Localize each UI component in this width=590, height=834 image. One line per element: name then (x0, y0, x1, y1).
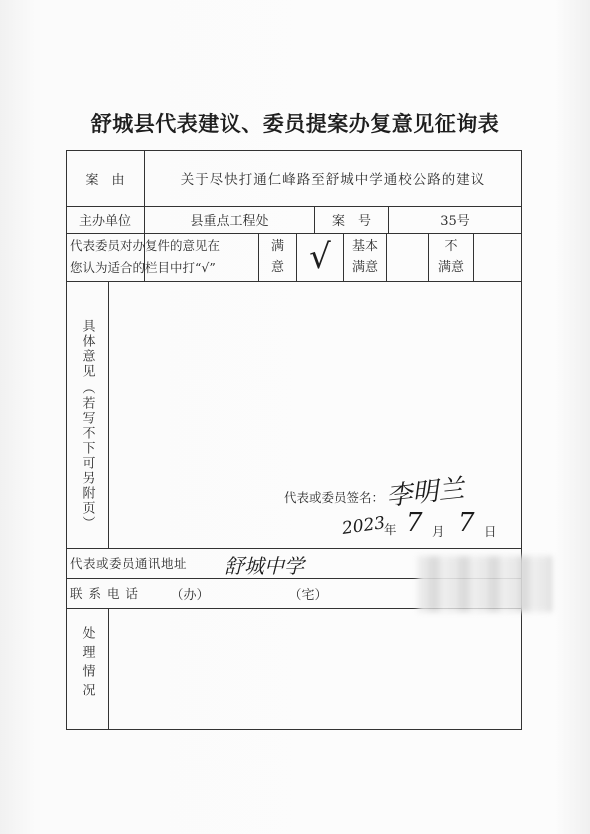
handwritten-signature: 李明兰 (384, 473, 466, 512)
basic-satisfied-line2: 满意 (351, 260, 378, 275)
opinion-instruction (70, 233, 258, 281)
not-satisfied-label (429, 233, 473, 281)
opinion-instruction-line2: 您认为适合的栏目中打“√” (70, 260, 216, 275)
specific-opinion-label (66, 281, 108, 548)
date-day-handwritten: 7 (458, 508, 475, 538)
not-satisfied-line2: 满意 (437, 260, 464, 275)
case-number-value: 35号 (440, 214, 470, 229)
handling-label: 处理情况 (79, 626, 95, 702)
date-month-handwritten: 7 (406, 508, 423, 538)
specific-opinion-title: 具体意见 (79, 319, 95, 379)
not-satisfied-box[interactable] (474, 233, 521, 281)
host-unit-label: 主办单位 (78, 214, 131, 229)
signature-label: 代表或委员签名： (284, 490, 385, 505)
satisfied-label-line2: 意 (270, 260, 284, 275)
phone-home-label[interactable]: （宅） (288, 587, 328, 603)
date-day-unit: 日 (484, 524, 497, 539)
address-handwritten[interactable]: 舒城中学 (224, 554, 304, 578)
specific-opinion-note: （若写不下可另附页） (79, 381, 95, 531)
border-bottom (66, 729, 522, 730)
basic-satisfied-box[interactable] (387, 233, 428, 281)
satisfied-label (259, 233, 296, 281)
case-number-label: 案 号 (331, 214, 371, 229)
handling-label-cell (66, 608, 108, 730)
opinion-instruction-line1: 代表委员对办复件的意见在 (70, 238, 221, 253)
handling-area[interactable] (109, 609, 521, 729)
phone-office-label[interactable]: （办） (170, 587, 210, 603)
date-month-unit: 月 (432, 524, 445, 539)
case-label: 案 由 (85, 172, 125, 188)
date-year-handwritten: 2023 (340, 513, 387, 539)
host-unit-value: 县重点工程处 (190, 214, 269, 229)
address-label: 代表或委员通讯地址 (70, 556, 188, 571)
basic-satisfied-label (344, 233, 386, 281)
satisfied-checkmark[interactable]: √ (309, 237, 331, 277)
case-value: 关于尽快打通仁峰路至舒城中学通校公路的建议 (180, 172, 486, 188)
satisfied-label-line1: 满 (270, 239, 284, 254)
basic-satisfied-line1: 基本 (351, 239, 378, 254)
consultation-form (66, 150, 522, 730)
phone-label: 联 系 电 话 (70, 586, 139, 601)
redacted-contact-info (418, 556, 552, 612)
not-satisfied-line1: 不 (444, 239, 458, 254)
form-title: 舒城县代表建议、委员提案办复意见征询表 (90, 111, 500, 136)
border-right (521, 150, 522, 730)
date-year-unit: 年 (384, 522, 397, 537)
